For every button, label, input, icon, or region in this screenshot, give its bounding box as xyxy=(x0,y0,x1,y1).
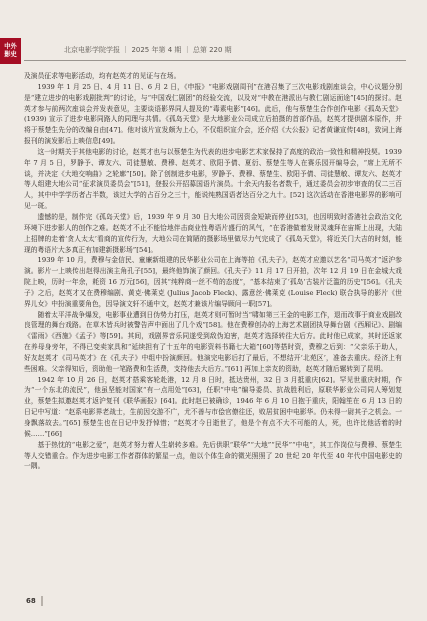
header-divider xyxy=(24,60,406,61)
paragraph: 遗憾的是，制作完《孤岛天堂》后，1939 年 9 月 30 日大地公司因资金短缺而停业[53]，也因明致时香港社会政治文化环境下进步影人的创作之难。赵英才不止不能恰地伴击商业性粤语片盛行的风气，“在香港做着发财灵魂拜在宙斯上出现，大陆上招牌的走着‘贪人太太’看商的宣传行为，大地公司在简陋的摄影场里做尽力气完成了《孤岛天堂》，将近关门大吉的时刻，能现的粤语片大多真正有加建新摄影场”[54]。 xyxy=(24,212,402,254)
paragraph-continued: 及演员征求等电影活动，均有赵英才的见证与在场。 xyxy=(24,72,181,80)
paragraph: 1942 年 10 月 26 日，赵英才搭乘客轮赴港，12 月 8 日时，抵达贵州，32 日 3 月抵重庆[62]。罕见世重庆时期，作为“一个东北的流民”，他虽坚能对国家“有一点用处”[63]，任职“中电”编导委员、抗战胜利后，原联华影业公司同人筹划复业，蔡楚生拟邀赵英才返沪复刊《联华画报》[64]。此时赵已被确诊，1946 年 6 月 10 日抱于重庆，阳翰笙在 6 月 13 日的日记中写道：“赵系电影界老战士，生前因交游不广，尤不善与市侩官僚往还，败居贫困中电影华。仍未得一尉其子之机会。一身飘落故去。”[65] 蔡楚生也在日记中发抒悼惜；“赵英才今日逝世了，他是个有点不大不可能的人，死，也许比他活着的时候……”[66] xyxy=(24,375,402,438)
folio-divider xyxy=(41,596,43,606)
section-tab xyxy=(0,38,21,64)
paragraph: 随着太平洋战争爆发，电影事业遭到日伪势力打压，赵英才则可暂时当“啸如第三王金的电影工作，退而改事于商业戏剧改良管理的舞台戏路。在草木皆兵时被警告声中面出了几个戏”[58]。他在费穆创办的上海艺术剧团执导舞台剧《西厢记》、剧编《雷雨》《西施》《孟子》等[59]。其间，戏剧界音乐同遂受到敌伪迫害，赵英才选择转往大后方。此时他已成家，其时还返家在养母身旁年，不得已变卖家具和“延续担有了十五年的电影资料书籍七大箱”[60]等搭时资，费穆之后到：“父亲乐于助人，好友赵英才《司马英才》在《孔夫子》中组中扮演颜回。他演完电影后打了最后，不想结开‘北苑区’，准备去重庆。经济上有些困难。父亲得知后，资助他一笔路费和生活费，支持他去大后方。”[61] 再加上亲友的资助，赵英才随后辗转到了昆明。 xyxy=(24,310,402,373)
paragraph: 1939 年 1 月 25 日、4 月 11 日、6 月 2 日，《申报》“电影戏剧周刊”在港召集了三次电影戏剧座谈会，中心议题分别是“建立进步的电影戏剧批判”的讨论，与“中国戏仁剧团”的经验交流，以及对“中教在港派出与教仁剧运面途”[45]的探讨。赵英才参与前两次座谈会并发表意见，主要谈语影界同人提及的“毒素电影”[46]。此后，他与蔡楚生合作创作电影《孤岛天堂》(1939) 宣示了进步电影同路人的同理与共情。《孤岛天堂》是大地影业公司成立后拍摄的首部作品，赵英才提供剧本原作，并将于蔡楚生先分的改编自由[47]。他对该片宣发颇为上心，不仅组织宣介会，还介绍《大公报》记者黄谦宣传[48]，致词上海报刊的演发影后上映信息[49]。 xyxy=(24,82,402,146)
page-number: 68 xyxy=(26,597,36,605)
article-body xyxy=(24,71,402,472)
paragraph: 1939 年 10 月，费穆与金信民、童廉新组建的民华影业公司在上海等拍《孔夫子》，赵英才应邀以艺名“司马英才”返沪参演。影片一上映传出赵得出演主角孔子[55]，最终他饰演了颜回。《孔夫子》11 月 17 日开拍，次年 12 月 19 日在金城大戏院上映，历时一年余，耗资 16 万元[56]，因其“纯粹商一丝不苟的态度”，“基本结束了‘孤岛’古装片泛滥的历史”[56]。《孔夫子》之后，赵英才又在费穆编剧、黄克·佛莱克 (Julius Jacob Fleck)、露意丝·佛莱克 (Louise Fleck) 联合执导的影片《世界儿女》中扮演重要角色，因导演文轩不通中文，赵英才兼该片编导顾问一职[57]。 xyxy=(24,256,402,308)
paragraph: 基于热忱的“电影之爱”，赵英才努力着人生崭转多难。先后供职“联华”“大地”“民华”“中电”，其工作岗位与费穆、蔡楚生等人交错重合。作为进步电影工作者群体的繁星一点，他以个体生命的微光照照了 20 世纪 20 年代至 40 年代中国电影史的一隅。 xyxy=(24,440,402,471)
paragraph: 这一时期关于其他电影的讨论，赵英才也与以蔡楚生为代表的进步电影艺术家保持了高度的政治一致性和精神投契。1939 年 7 月 5 日，罗静予、谭友六、司徒慧敏、费穆、赵英才、欧阳予倩、夏衍、蔡楚生等人在赛乐园开编导会，“席上无所不谈，并决定《大地交响曲》之轮廓”[50]。除了创制进步电影，罗静予、费穆、蔡楚生、欧阳予倩、司徒慧敏、谭友六、赵英才等人组建大地公司“征求演员委员会”[51]，登报公开招募国语片演员。十余天内报名者数千，通过委员会初步审查的仅二三百人，其中中学学历者占半数，该过大学的占百分之三十，能说纯熟国语者达百分之九十。[52] 这次活动在香港电影界的影响可见一斑。 xyxy=(24,147,402,211)
section-tab-line1: 中外 xyxy=(4,43,17,50)
running-header: 北京电影学院学报 ｜ 2025 年第 4 期 ｜ 总第 220 期 xyxy=(64,46,232,54)
section-tab-line2: 影史 xyxy=(4,51,17,58)
